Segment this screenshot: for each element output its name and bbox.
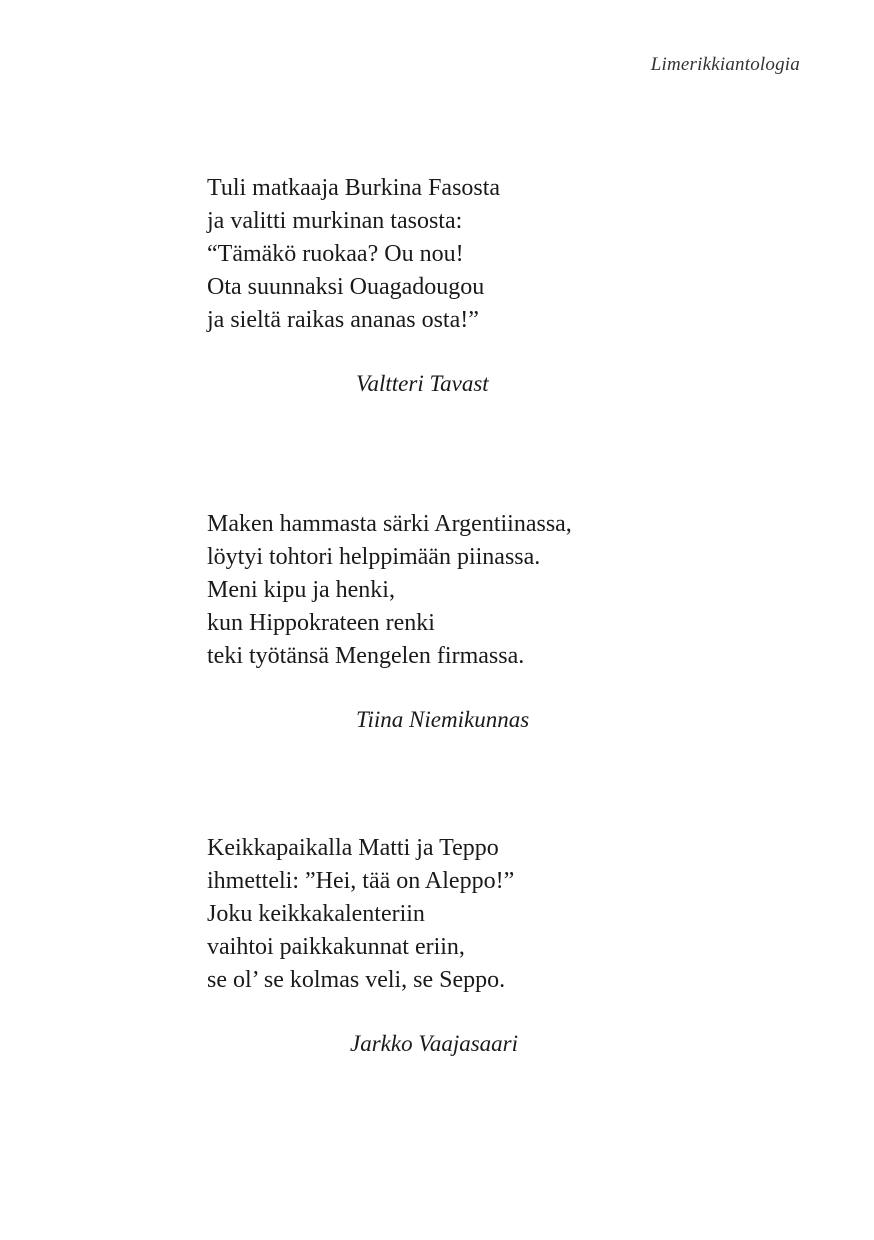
poem-line: se ol’ se kolmas veli, se Seppo. — [207, 967, 506, 993]
poem-line: “Tämäkö ruokaa? Ou nou! — [207, 241, 464, 267]
limerick — [207, 172, 767, 399]
poem-line: ja valitti murkinan tasosta: — [207, 208, 463, 234]
poem-line: Joku keikkakalenteriin — [207, 901, 425, 927]
poem-line: Tuli matkaaja Burkina Fasosta — [207, 175, 501, 201]
poem-line: Meni kipu ja henki, — [207, 577, 395, 603]
poem-line: ihmetteli: ”Hei, tää on Aleppo!” — [207, 868, 515, 894]
poem-line: ja sieltä raikas ananas osta!” — [207, 307, 479, 333]
limerick — [207, 508, 767, 735]
poem-line: vaihtoi paikkakunnat eriin, — [207, 934, 465, 960]
poem-line: kun Hippokrateen renki — [207, 610, 435, 636]
limerick — [207, 832, 767, 1059]
poem-author: Valtteri Tavast — [356, 371, 489, 396]
poem-author: Jarkko Vaajasaari — [350, 1031, 519, 1056]
poem-line: Ota suunnaksi Ouagadougou — [207, 274, 485, 300]
poem-line: Maken hammasta särki Argentiinassa, — [207, 511, 572, 537]
poem-line: teki työtänsä Mengelen firmassa. — [207, 643, 525, 669]
running-header: Limerikkiantologia — [650, 54, 800, 75]
poem-line: Keikkapaikalla Matti ja Teppo — [207, 835, 499, 861]
poem-author: Tiina Niemikunnas — [356, 707, 530, 732]
poem-line: löytyi tohtori helppimään piinassa. — [207, 544, 541, 570]
